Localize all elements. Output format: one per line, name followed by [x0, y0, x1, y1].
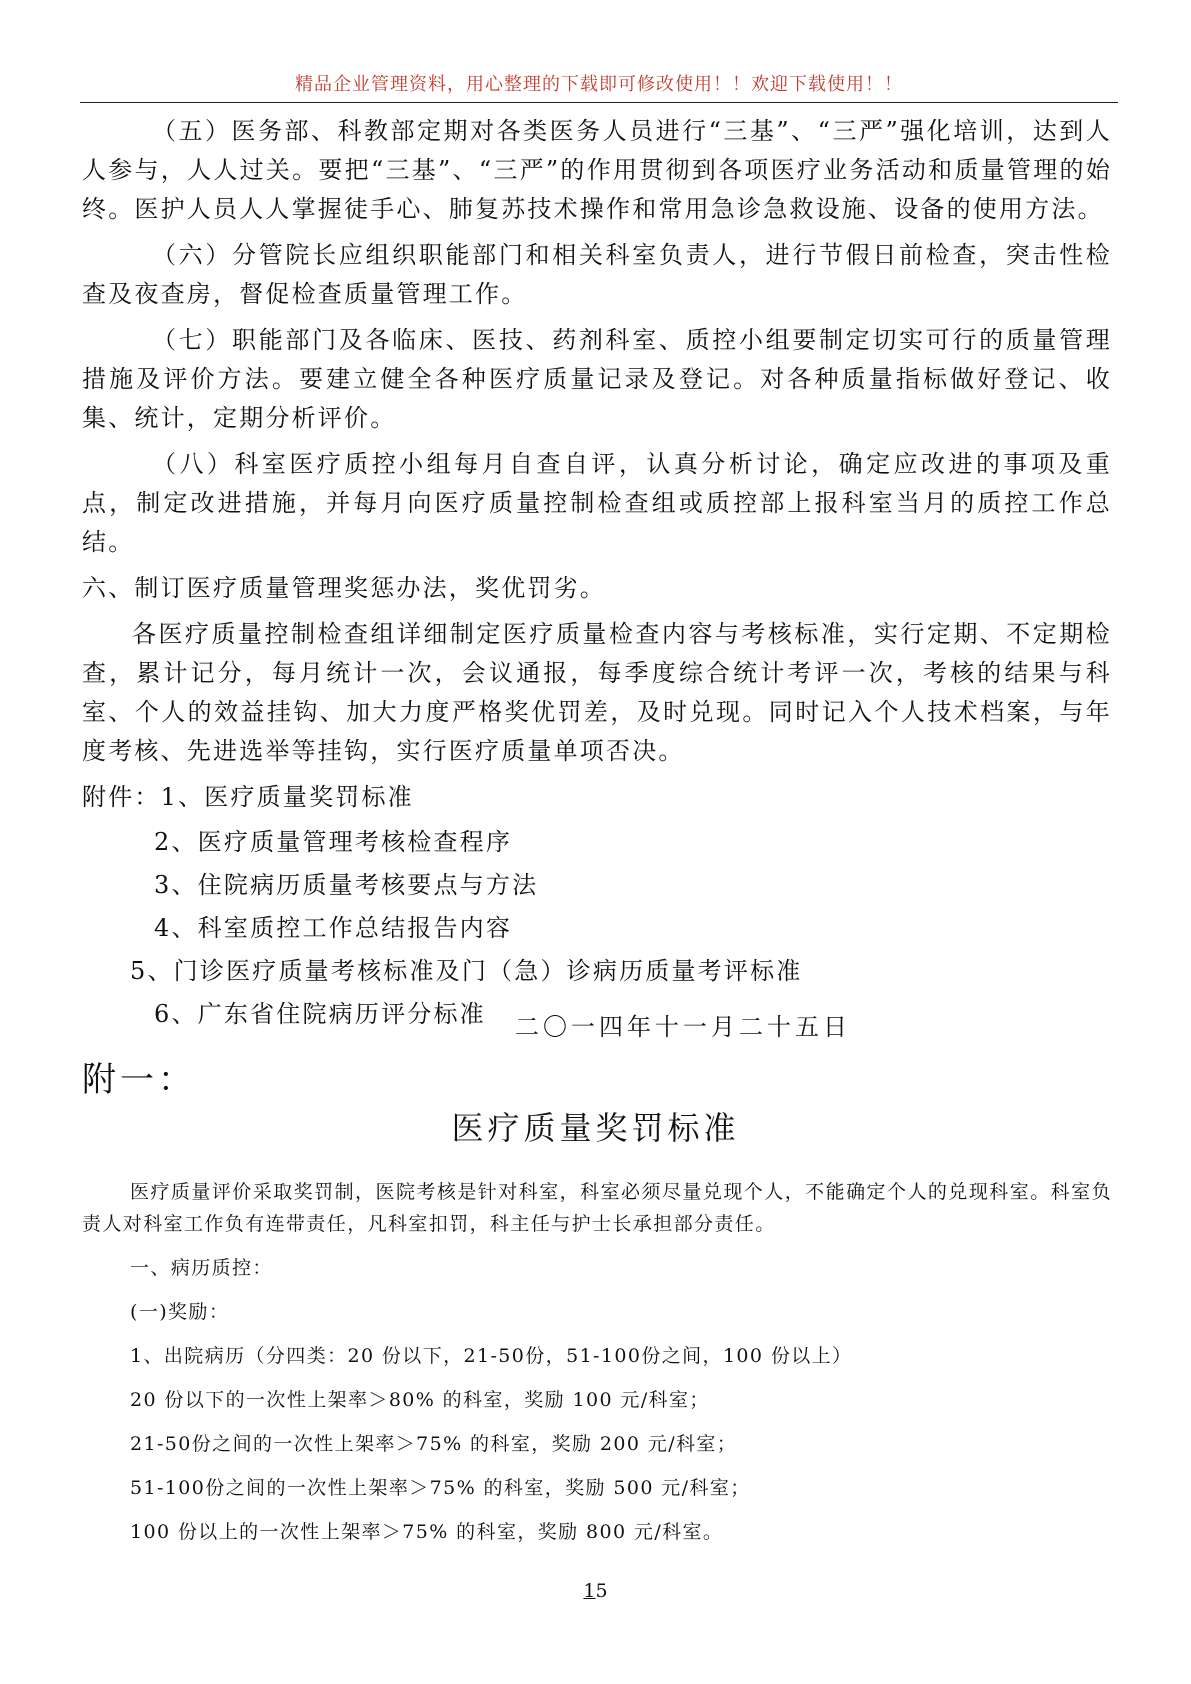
appendix-line: 20 份以下的一次性上架率＞80% 的科室，奖励 100 元/科室； — [130, 1389, 710, 1411]
document-body — [82, 112, 1112, 1039]
attachment-item: 2、医疗质量管理考核检查程序 — [154, 828, 513, 856]
section-six-heading: 六、制订医疗质量管理奖惩办法，奖优罚劣。 — [82, 574, 606, 602]
paragraph-six: （六）分管院长应组织职能部门和相关科室负责人，进行节假日前检查，突击性检查及夜查房，督促检查质量管理工作。 — [82, 241, 1112, 308]
appendix-subheading: (一)奖励： — [130, 1301, 230, 1323]
page-number-rest: 5 — [595, 1580, 608, 1602]
page-number — [0, 1580, 1191, 1602]
section-six-body: 各医疗质量控制检查组详细制定医疗质量检查内容与考核标准，实行定期、不定期检查，累计记分，每月统计一次，会议通报，每季度综合统计考评一次，考核的结果与科室、个人的效益挂钩、加大力度严格奖优罚差，及时兑现。同时记入个人技术档案，与年度考核、先进选举等挂钩，实行医疗质量单项否决。 — [82, 620, 1112, 765]
appendix-line: 100 份以上的一次性上架率＞75% 的科室，奖励 800 元/科室。 — [130, 1521, 724, 1543]
appendix-intro: 医疗质量评价采取奖罚制，医院考核是针对科室，科室必须尽量兑现个人，不能确定个人的兑现科室。科室负责人对科室工作负有连带责任，凡科室扣罚，科主任与护士长承担部分责任。 — [82, 1181, 1112, 1235]
appendix-label: 附一： — [82, 1060, 196, 1100]
appendix-title: 医疗质量奖罚标准 — [451, 1109, 740, 1147]
document-date: 二〇一四年十一月二十五日 — [515, 1013, 851, 1041]
attachment-item: 1、医疗质量奖罚标准 — [160, 783, 414, 811]
attachment-item: 4、科室质控工作总结报告内容 — [154, 914, 513, 942]
appendix-subheading: 一、病历质控： — [130, 1257, 273, 1279]
attachment-item: 5、门诊医疗质量考核标准及门（急）诊病历质量考评标准 — [130, 957, 803, 985]
appendix-line: 51-100份之间的一次性上架率＞75% 的科室，奖励 500 元/科室； — [130, 1477, 751, 1499]
page-header-banner: 精品企业管理资料，用心整理的下载即可修改使用！！欢迎下载使用！！ — [80, 72, 1118, 103]
appendix-line: 1、出院病历（分四类：20 份以下，21-50份，51-100份之间，100 份以上） — [130, 1345, 853, 1367]
paragraph-eight: （八）科室医疗质控小组每月自查自评，认真分析讨论，确定应改进的事项及重点，制定改进措施，并每月向医疗质量控制检查组或质控部上报科室当月的质控工作总结。 — [82, 450, 1112, 556]
attachments-label: 附件：1、医疗质量奖罚标准 — [82, 783, 414, 811]
paragraph-five: （五）医务部、科教部定期对各类医务人员进行“三基”、“三严”强化培训，达到人人参与，人人过关。要把“三基”、“三严”的作用贯彻到各项医疗业务活动和质量管理的始终。医护人员人人掌握徒手心、肺复苏技术操作和常用急诊急救设施、设备的使用方法。 — [82, 117, 1112, 223]
appendix-line: 21-50份之间的一次性上架率＞75% 的科室，奖励 200 元/科室； — [130, 1433, 738, 1455]
attachment-item: 3、住院病历质量考核要点与方法 — [154, 871, 539, 899]
paragraph-seven: （七）职能部门及各临床、医技、药剂科室、质控小组要制定切实可行的质量管理措施及评价方法。要建立健全各种医疗质量记录及登记。对各种质量指标做好登记、收集、统计，定期分析评价。 — [82, 326, 1112, 432]
page-number-first-digit: 1 — [583, 1580, 596, 1602]
appendix-body — [82, 1176, 1112, 1560]
attachment-item: 6、广东省住院病历评分标准 — [154, 1000, 486, 1028]
